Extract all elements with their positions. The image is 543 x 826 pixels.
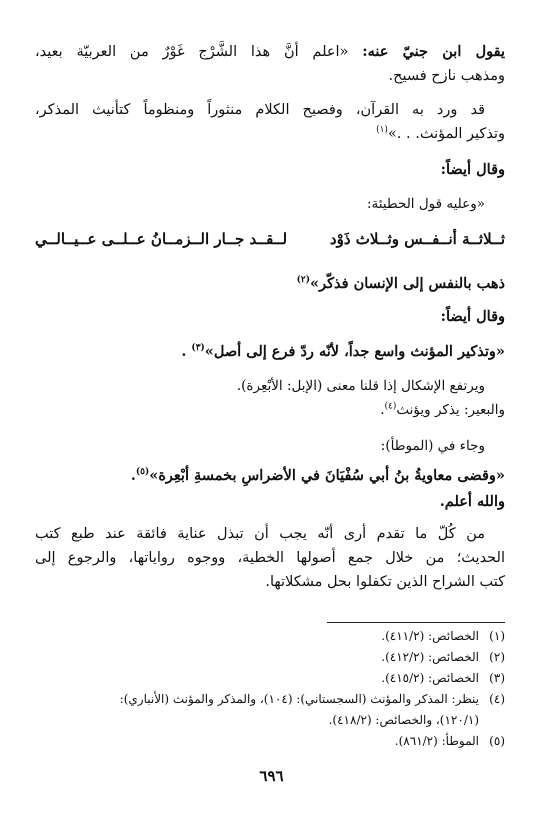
- quote-text: «وقضى معاويةُ بنُ أبي سُفْيَانَ في الأضراسِ بخمسةِ أبْعِرة»: [149, 467, 505, 484]
- paragraph-line: [35, 272, 505, 296]
- paragraph-line: [35, 40, 505, 64]
- footnote: [33, 731, 505, 752]
- footnote-text: ينظر: المذكر والمؤنث (السجستاني): (١٠٤)، والمذكر والمؤنث (الأنباري):: [119, 692, 479, 706]
- footnote: [33, 710, 505, 731]
- footnote-text: (١٢٠/١)، والخصائص: (٤١٨/٢).: [328, 713, 479, 727]
- footnote-ref: (٢): [296, 275, 311, 286]
- footnote: [33, 689, 505, 710]
- paragraph-line: [35, 398, 505, 422]
- footnote-number: (٤): [489, 692, 505, 706]
- verse-first-hemistich: ثــلاثــة أنــفــس وثــلاث ذَوْد: [329, 230, 505, 248]
- footnote-number: (٣): [489, 671, 505, 685]
- footnote: [33, 626, 505, 647]
- footnote-ref: (٤): [384, 401, 397, 412]
- footnote-number: (٥): [489, 734, 505, 748]
- verse-second-hemistich: لــقــد جــار الــزمــانُ عــلــى عــيــالــي: [35, 230, 288, 248]
- footnote: [33, 647, 505, 668]
- footnote-ref: (٥): [135, 467, 150, 478]
- quote-text: «اعلم أنَّ هذا الشَّرْج غَوْرٌ من العربيّة بعيد،: [35, 44, 363, 60]
- paragraph-line: [35, 122, 505, 146]
- page-number: ٦٩٦: [259, 767, 284, 785]
- paragraph-line: الحديث؛ من خلال جمع أصولها الخطية، ووجوه رواياتها، والرجوع إلى: [35, 550, 505, 566]
- heading: وقال أيضاً:: [440, 161, 505, 178]
- footnote-ref: (١): [376, 125, 388, 136]
- paragraph-line: «وعليه قول الحطيئة:: [366, 196, 485, 212]
- quote-lead: يقول ابن جنيّ عنه:: [362, 43, 505, 60]
- punctuation: .: [130, 467, 136, 484]
- paragraph-line: كتب الشراح الذين تكفلوا بحل مشكلاتها.: [265, 574, 505, 590]
- heading: وقال أيضاً:: [440, 308, 505, 325]
- paragraph-line: ومذهب نازح فسيح.: [388, 68, 505, 84]
- paragraph-line: ويرتفع الإشكال إذا قلنا معنى (الإبل: الأبْعِرة).: [236, 378, 485, 394]
- quote-text: «وتذكير المؤنث واسع جداً، لأنّه ردّ فرع إلى أصل»: [204, 343, 505, 360]
- paragraph-line: قد ورد به القرآن، وفصيح الكلام منثوراً ومنظوماً كتأنيث المذكر،: [35, 102, 485, 118]
- paragraph-text: والبعير: يذكر ويؤنث: [396, 402, 505, 418]
- quote-text: وتذكير المؤنث. . .»: [387, 126, 505, 142]
- quote-text: ذهب بالنفس إلى الإنسان فذكّر»: [310, 275, 505, 292]
- footnote-text: الخصائص: (٤١٥/٢).: [381, 671, 479, 685]
- poetry-verse: [35, 230, 505, 248]
- paragraph-line: وجاء في (الموطأ):: [380, 438, 485, 454]
- footnote-number: (٢): [489, 650, 505, 664]
- footnote-text: الموطأ: (٨٦١/٢).: [394, 734, 479, 748]
- paragraph-line: [35, 464, 505, 488]
- punctuation: .: [380, 402, 385, 418]
- paragraph-line: من كُلّ ما تقدم أرى أنّه يجب أن تبذل عناية فائقة عند طبع كتب: [35, 526, 485, 542]
- paragraph-line: والله أعلم.: [439, 493, 505, 510]
- footnote-ref: (٣): [191, 343, 205, 354]
- punctuation: .: [181, 343, 192, 360]
- footnote-number: (١): [489, 629, 505, 643]
- footnote-text: الخصائص: (٤١٢/٢).: [381, 650, 479, 664]
- footnote-text: الخصائص: (٤١١/٢).: [381, 629, 479, 643]
- paragraph-line: [35, 340, 505, 364]
- footnote: [33, 668, 505, 689]
- footnote-divider: [327, 622, 505, 623]
